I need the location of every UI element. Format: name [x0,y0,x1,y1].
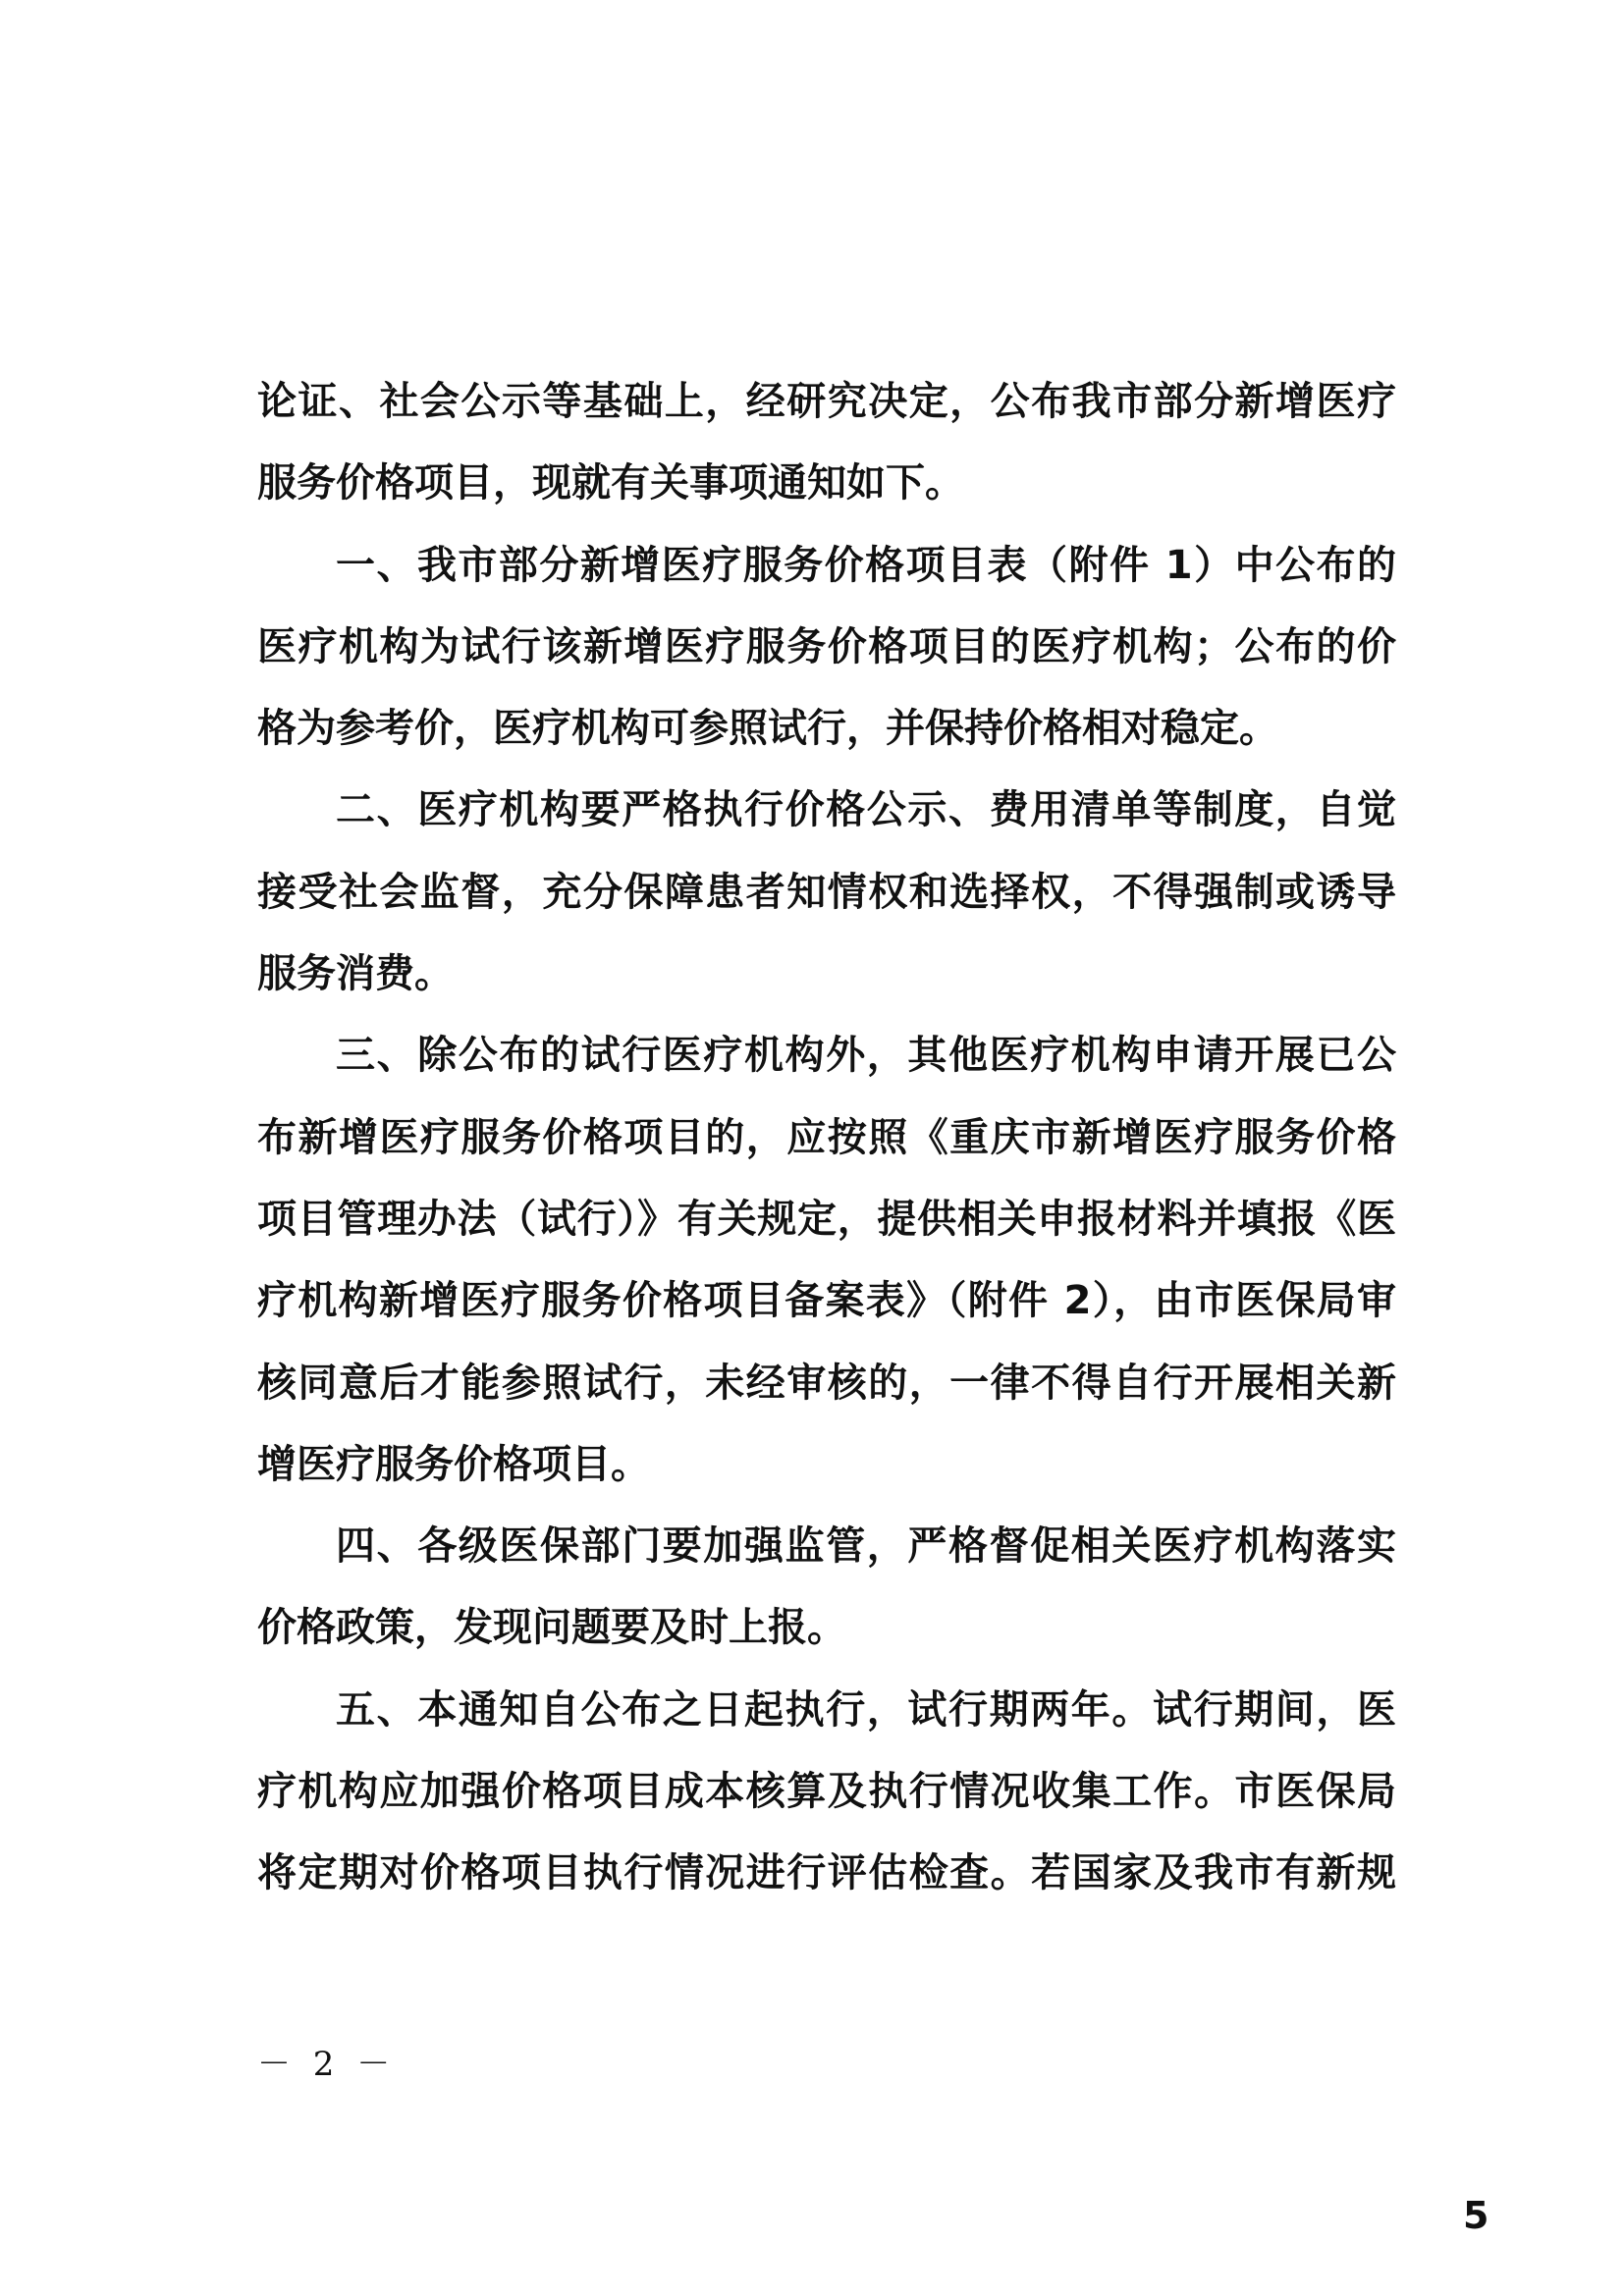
text-line: 医疗机构为试行该新增医疗服务价格项目的医疗机构；公布的价 [257,623,1396,669]
text-line: 价格政策，发现问题要及时上报。 [257,1605,846,1651]
text-line: 格为参考价，医疗机构可参照试行，并保持价格相对稳定。 [257,706,1278,752]
text-line: 项目管理办法（试行）》有关规定，提供相关申报材料并填报《医 [257,1196,1396,1242]
text-line: 一、我市部分新增医疗服务价格项目表（附件 1）中公布的 [336,542,1396,588]
text-line: 核同意后才能参照试行，未经审核的，一律不得自行开展相关新 [257,1360,1396,1406]
sheet-number: 5 [1463,2194,1489,2237]
text-line: 布新增医疗服务价格项目的，应按照《重庆市新增医疗服务价格 [257,1114,1396,1160]
body-text [257,361,1396,1915]
text-line: 服务消费。 [257,951,454,997]
text-line: 服务价格项目，现就有关事项通知如下。 [257,460,964,507]
text-line: 论证、社会公示等基础上，经研究决定，公布我市部分新增医疗 [257,379,1396,424]
text-line: 五、本通知自公布之日起执行，试行期两年。试行期间，医 [336,1686,1396,1733]
text-line: 三、除公布的试行医疗机构外，其他医疗机构申请开展已公 [336,1033,1396,1079]
text-line: 疗机构新增医疗服务价格项目备案表》（附件 2），由市医保局审 [257,1278,1396,1324]
text-line: 增医疗服务价格项目。 [257,1441,650,1487]
text-line: 四、各级医保部门要加强监管，严格督促相关医疗机构落实 [336,1523,1396,1570]
text-line: 二、医疗机构要严格执行价格公示、费用清单等制度，自觉 [336,787,1396,833]
page-number: － 2 － [257,2045,397,2084]
text-line: 接受社会监督，充分保障患者知情权和选择权，不得强制或诱导 [257,869,1396,915]
text-line: 将定期对价格项目执行情况进行评估检查。若国家及我市有新规 [257,1850,1396,1896]
text-line: 疗机构应加强价格项目成本核算及执行情况收集工作。市医保局 [257,1769,1396,1815]
